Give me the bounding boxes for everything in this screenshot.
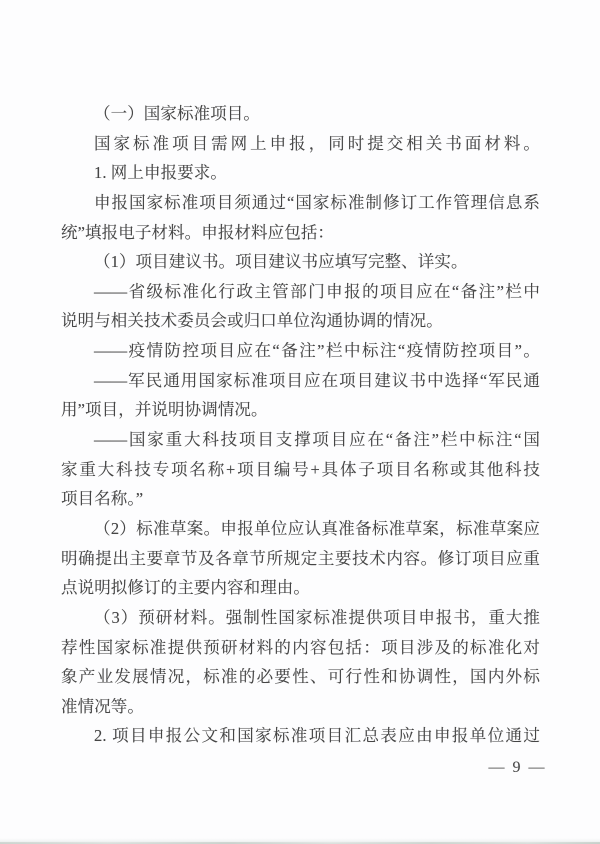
text-line: ——军民通用国家标准项目应在项目建议书中选择“军民通 [94, 370, 540, 390]
text-line: 点说明拟修订的主要内容和理由。 [61, 578, 310, 598]
text-line: 象产业发展情况，标准的必要性、可行性和协调性，国内外标 [61, 667, 540, 687]
text-line: 荐性国家标准提供预研材料的内容包括：项目涉及的标准化对 [61, 637, 540, 657]
text-line: （1）项目建议书。项目建议书应填写完整、详实。 [94, 252, 468, 272]
text-line: ——国家重大科技项目支撑项目应在“备注”栏中标注“国 [94, 430, 540, 450]
text-line: 说明与相关技术委员会或归口单位沟通协调的情况。 [61, 311, 443, 331]
text-line: ——省级标准化行政主管部门申报的项目应在“备注”栏中 [94, 281, 540, 301]
text-line: ——疫情防控项目应在“备注”栏中标注“疫情防控项目”。 [94, 341, 540, 361]
page-number: — 9 — [488, 759, 547, 776]
text-line: 国家标准项目需网上申报，同时提交相关书面材料。 [94, 133, 540, 153]
text-line: 2. 项目申报公文和国家标准项目汇总表应由申报单位通过 [94, 726, 540, 746]
text-line: 1. 网上申报要求。 [94, 163, 227, 183]
document-body [61, 99, 540, 751]
text-line: 项目名称。” [61, 489, 144, 509]
text-line: 明确提出主要章节及各章节所规定主要技术内容。修订项目应重 [61, 548, 540, 568]
text-line: 用”项目，并说明协调情况。 [61, 400, 268, 420]
text-line: （2）标准草案。申报单位应认真准备标准草案，标准草案应 [94, 518, 540, 538]
text-line: 准情况等。 [61, 696, 144, 716]
text-line: （3）预研材料。强制性国家标准提供项目申报书，重大推 [94, 607, 540, 627]
text-line: 家重大科技专项名称+项目编号+具体子项目名称或其他科技 [61, 459, 540, 479]
text-line: 统”填报电子材料。申报材料应包括： [61, 222, 335, 242]
text-line: 申报国家标准项目须通过“国家标准制修订工作管理信息系 [94, 192, 540, 212]
text-line: （一）国家标准项目。 [94, 104, 260, 123]
